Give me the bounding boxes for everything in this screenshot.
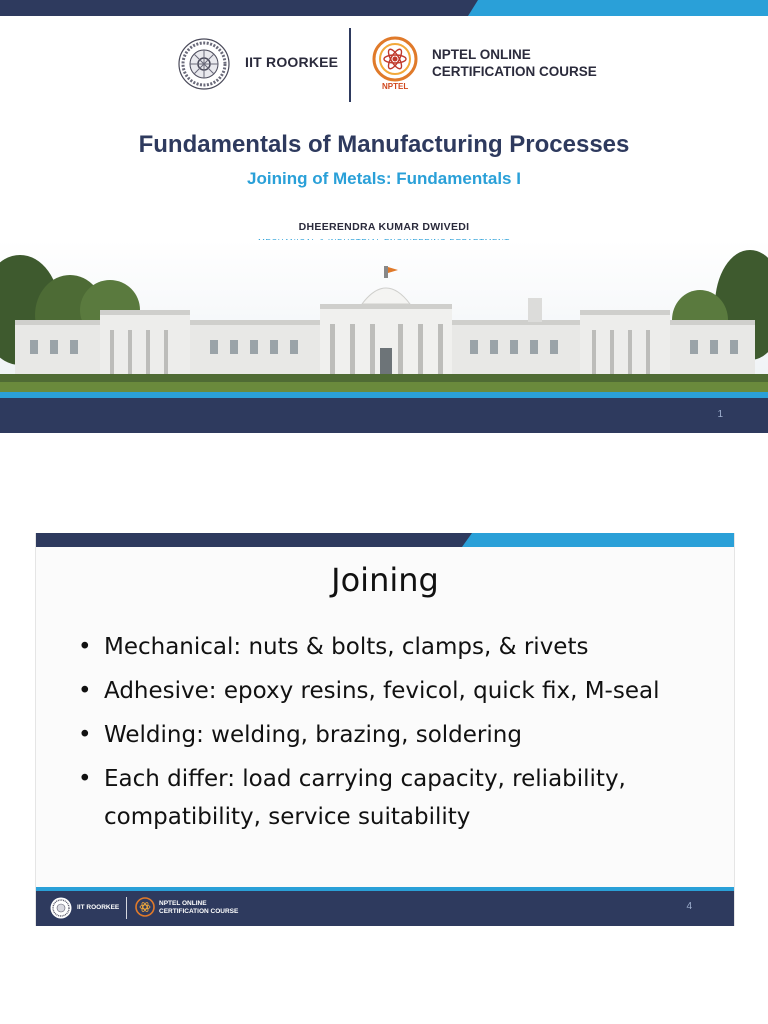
bullet-list [78, 628, 698, 842]
lecture-title: Joining of Metals: Fundamentals I [247, 169, 521, 188]
list-item [78, 760, 698, 836]
list-item [78, 628, 698, 666]
list-item [78, 716, 698, 754]
page-number: 1 [717, 409, 723, 420]
slide-title: Joining [331, 561, 439, 599]
bullet-text: Adhesive: epoxy resins, fevicol, quick fix, M-seal [104, 678, 660, 704]
nptel-wordmark: NPTEL [382, 82, 409, 91]
top-bar-accent [468, 0, 768, 16]
bullet-icon: • [78, 766, 92, 792]
bullet-icon: • [78, 678, 92, 704]
iit-seal-icon [50, 897, 72, 919]
footer-institute-name: IIT ROORKEE [77, 904, 120, 911]
nptel-logo-icon [372, 36, 418, 82]
nptel-title-line1: NPTEL ONLINE [432, 47, 531, 62]
bullet-icon: • [78, 634, 92, 660]
nptel-title-line2: CERTIFICATION COURSE [432, 64, 597, 79]
campus-building-image [0, 240, 768, 392]
title-slide [0, 0, 768, 433]
list-item [78, 672, 698, 710]
footer-divider [126, 897, 127, 919]
bullet-icon: • [78, 722, 92, 748]
author-name: DHEERENDRA KUMAR DWIVEDI [298, 221, 470, 233]
bullet-text: Welding: welding, brazing, soldering [104, 722, 522, 748]
institute-name: IIT ROORKEE [245, 54, 339, 70]
top-bar-accent [462, 533, 734, 547]
iit-seal-icon [178, 38, 230, 90]
content-slide [35, 533, 735, 926]
course-title: Fundamentals of Manufacturing Processes [138, 131, 630, 158]
slide-footer [0, 398, 768, 433]
footer-nptel-line2: CERTIFICATION COURSE [159, 908, 239, 915]
header-divider [349, 28, 351, 102]
page-number: 4 [686, 901, 692, 912]
nptel-logo-icon [135, 897, 155, 917]
bullet-text: Mechanical: nuts & bolts, clamps, & rivets [104, 634, 589, 660]
bullet-text: Each differ: load carrying capacity, reliability, compatibility, service suitability [104, 766, 626, 830]
footer-nptel-line1: NPTEL ONLINE [159, 900, 207, 907]
